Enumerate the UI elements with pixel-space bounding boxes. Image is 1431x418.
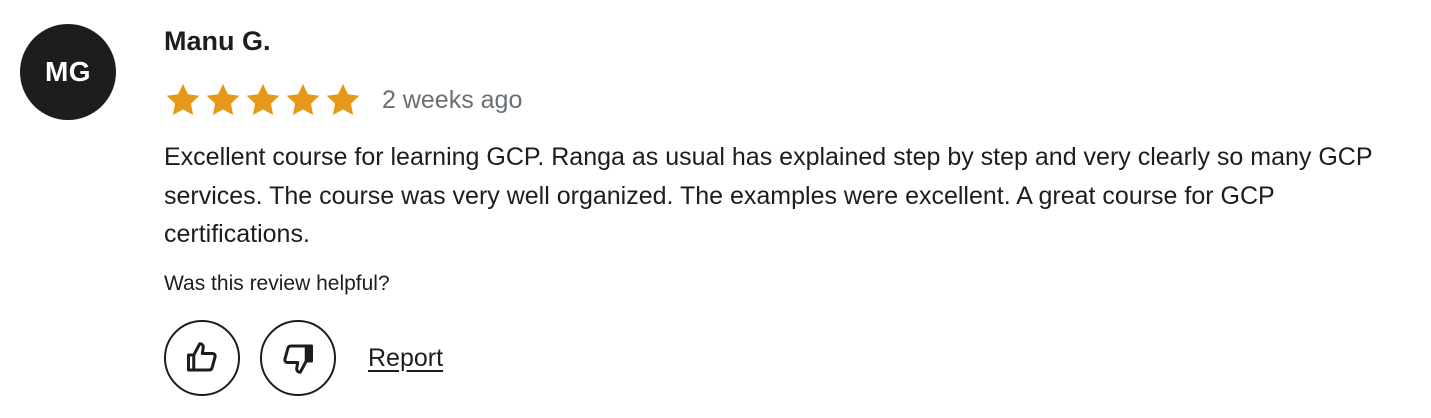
star-rating: [164, 81, 362, 119]
helpful-prompt: Was this review helpful?: [164, 272, 390, 295]
report-link[interactable]: Report: [368, 343, 444, 372]
review-card: [20, 24, 1410, 404]
avatar-initials: MG: [44, 56, 92, 87]
review-time: 2 weeks ago: [382, 85, 523, 114]
thumbs-down-button[interactable]: [260, 320, 336, 396]
review-text: Excellent course for learning GCP. Ranga as usual has explained step by step and very clearly so many GCP services. The course was very well organized. The examples were excellent. A great course for GCP certifications.: [164, 143, 1373, 248]
thumbs-up-icon: [184, 340, 220, 376]
star-icon: [324, 81, 362, 119]
star-icon: [284, 81, 322, 119]
thumbs-up-button[interactable]: [164, 320, 240, 396]
thumbs-down-icon: [280, 340, 316, 376]
star-icon: [244, 81, 282, 119]
rating-row: [164, 80, 522, 120]
star-icon: [204, 81, 242, 119]
avatar: [20, 24, 116, 120]
review-actions: [164, 318, 443, 398]
star-icon: [164, 81, 202, 119]
reviewer-name: Manu G.: [164, 26, 271, 56]
